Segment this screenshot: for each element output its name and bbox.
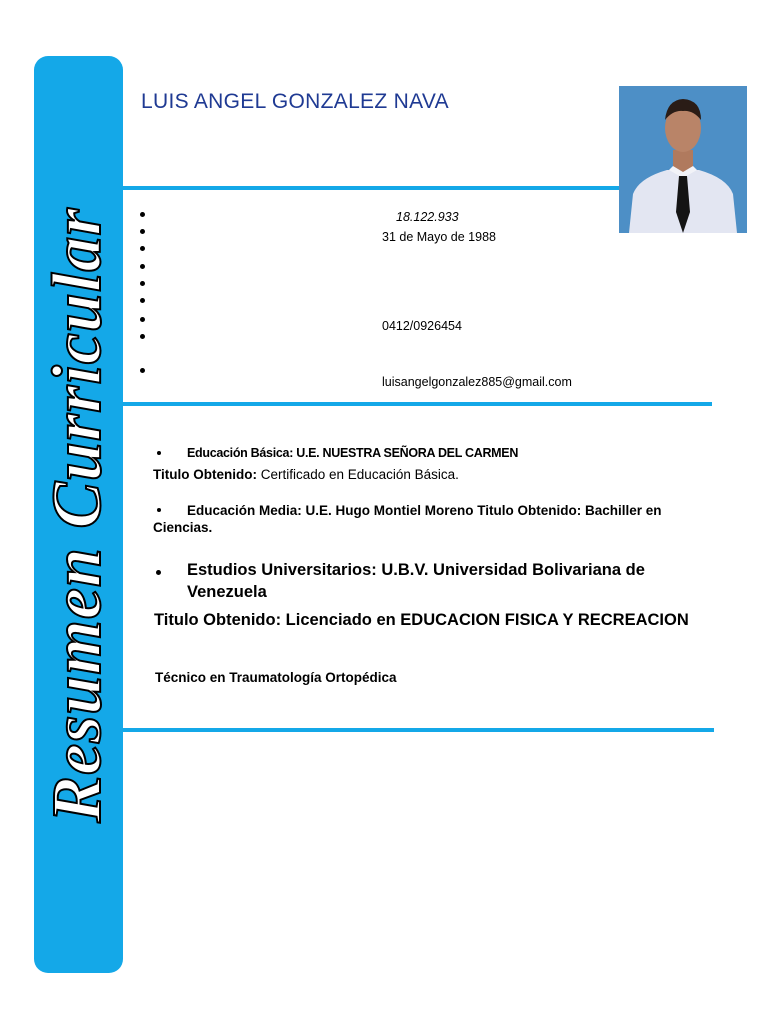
bullet — [140, 298, 145, 303]
birth-date-value: 31 de Mayo de 1988 — [382, 230, 496, 244]
bullet — [140, 246, 145, 251]
bullet — [140, 334, 145, 339]
edu-basic-title-label: Titulo Obtenido: — [153, 467, 257, 482]
profile-photo — [619, 86, 747, 233]
bullet — [140, 368, 145, 373]
divider-middle — [123, 402, 712, 406]
bullet — [140, 317, 145, 322]
edu-univ-title: Titulo Obtenido: Licenciado en EDUCACION FISICA Y RECREACION — [154, 611, 689, 629]
edu-univ-line2: Venezuela — [187, 583, 267, 601]
bullet — [157, 508, 161, 512]
full-name: LUIS ANGEL GONZALEZ NAVA — [141, 90, 449, 113]
divider-top — [123, 186, 619, 190]
bullet — [140, 229, 145, 234]
divider-bottom — [123, 728, 714, 732]
edu-basic-title-line — [153, 467, 459, 482]
bullet — [157, 451, 161, 455]
bullet — [156, 570, 161, 575]
edu-basic-school: U.E. NUESTRA SEÑORA DEL CARMEN — [296, 446, 519, 460]
bullet — [140, 212, 145, 217]
edu-media-line1: Educación Media: U.E. Hugo Montiel Moreno Titulo Obtenido: Bachiller en — [187, 503, 662, 518]
edu-univ-line1: Estudios Universitarios: U.B.V. Universidad Bolivariana de — [187, 561, 645, 579]
bullet — [140, 264, 145, 269]
sidebar-title: Resumen Curricular — [39, 207, 116, 823]
email-value: luisangelgonzalez885@gmail.com — [382, 375, 572, 389]
phone-value: 0412/0926454 — [382, 319, 462, 333]
bullet — [140, 281, 145, 286]
edu-basic-line — [187, 446, 518, 460]
edu-media-line2: Ciencias. — [153, 520, 213, 535]
cedula-value: 18.122.933 — [396, 210, 459, 224]
edu-basic-label: Educación Básica: — [187, 446, 294, 460]
edu-tecnico: Técnico en Traumatología Ortopédica — [155, 670, 397, 685]
edu-basic-title: Certificado en Educación Básica. — [260, 467, 459, 482]
